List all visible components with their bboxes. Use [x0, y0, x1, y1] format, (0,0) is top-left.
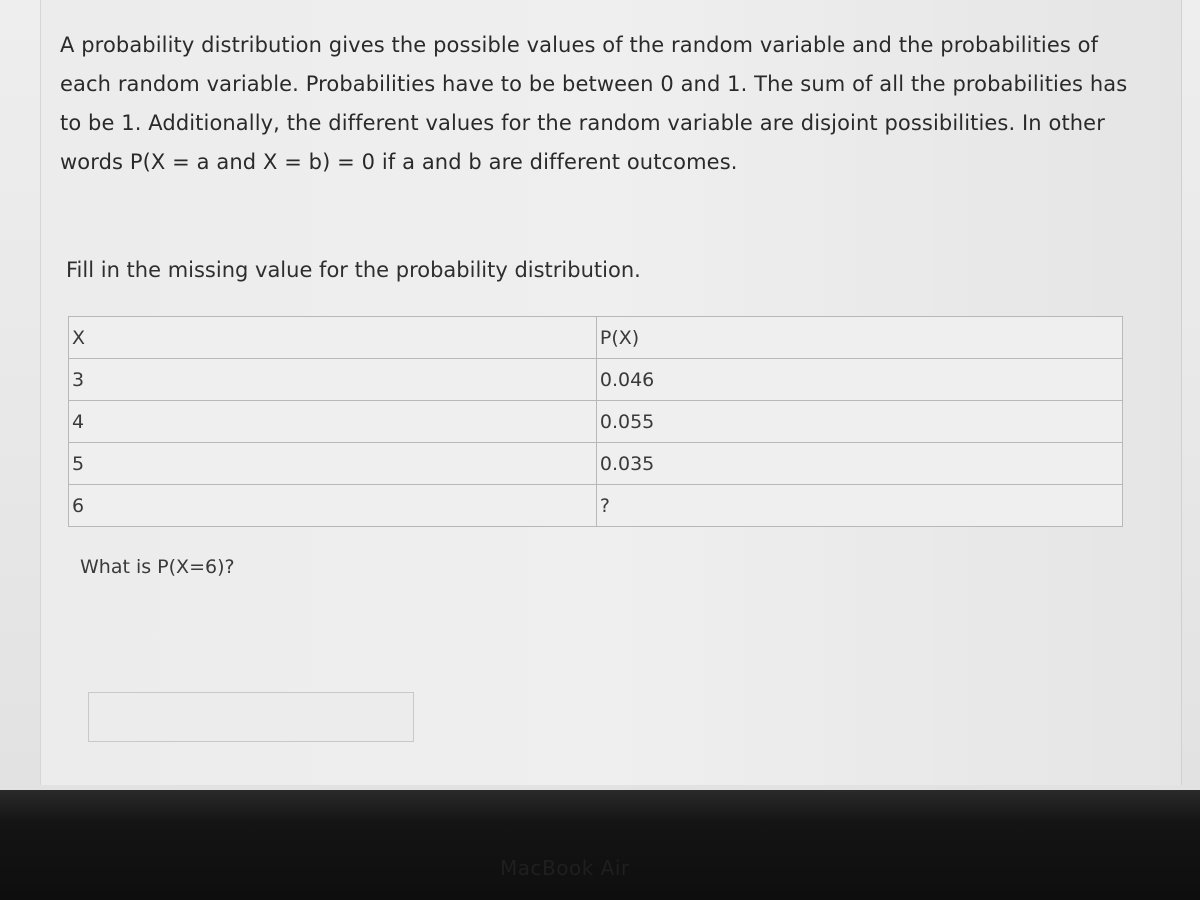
cell-px: 0.046 — [596, 359, 1122, 401]
cell-px: 0.035 — [596, 443, 1122, 485]
cell-px-missing: ? — [596, 485, 1122, 527]
cell-x: 4 — [69, 401, 597, 443]
cell-x: 5 — [69, 443, 597, 485]
table-row — [69, 485, 1123, 527]
cell-x: 6 — [69, 485, 597, 527]
cell-x: 3 — [69, 359, 597, 401]
header-px: P(X) — [596, 317, 1122, 359]
table-row — [69, 359, 1123, 401]
table-row — [69, 443, 1123, 485]
answer-input[interactable] — [88, 692, 414, 742]
question-text: What is P(X=6)? — [80, 556, 235, 578]
table-header-row — [69, 317, 1123, 359]
table-row — [69, 401, 1123, 443]
intro-text: A probability distribution gives the possible values of the random variable and the probabilities of each random variable. Probabilities have to be between 0 and 1. The sum of all the probabilities has to be 1. Additionally, the different values for the random variable are disjoint possibilities. In other words P(X = a and X = b) = 0 if a and b are different outcomes. — [60, 33, 1128, 174]
bezel-label: MacBook Air — [500, 856, 630, 880]
laptop-bezel — [0, 790, 1200, 900]
cell-px: 0.055 — [596, 401, 1122, 443]
header-x: X — [69, 317, 597, 359]
probability-distribution-table — [68, 316, 1123, 527]
instruction-text: Fill in the missing value for the probability distribution. — [66, 258, 641, 282]
